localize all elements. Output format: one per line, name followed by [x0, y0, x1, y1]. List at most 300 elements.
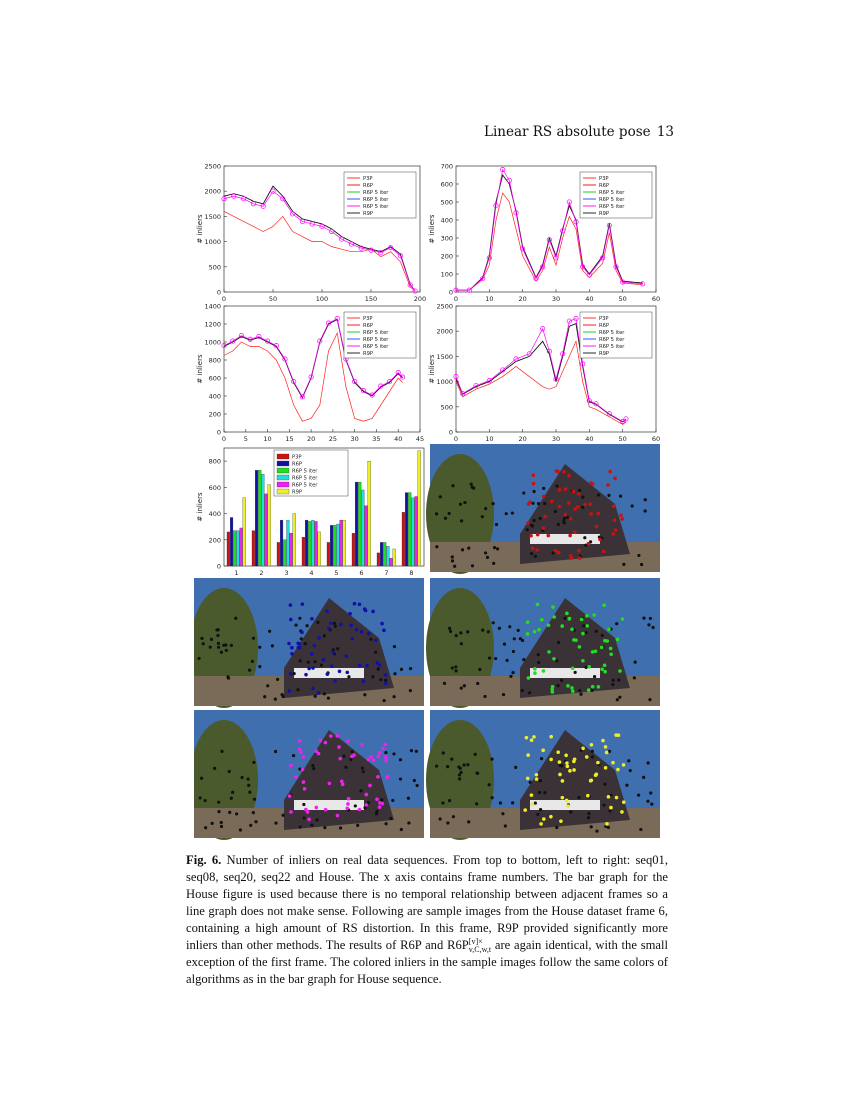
feature-dot: [557, 641, 560, 644]
feature-dot: [633, 676, 636, 679]
feature-dot: [650, 802, 653, 805]
feature-dot: [217, 642, 220, 645]
inlier-dot: [549, 758, 553, 762]
sample-image-3: [426, 578, 660, 708]
feature-dot: [622, 563, 625, 566]
feature-dot: [316, 621, 319, 624]
inlier-dot: [533, 671, 537, 675]
feature-dot: [451, 555, 454, 558]
inlier-dot: [590, 743, 594, 747]
inlier-dot: [347, 797, 351, 801]
feature-dot: [521, 639, 524, 642]
x-tick-label: 50: [268, 295, 278, 303]
inlier-dot: [615, 796, 619, 800]
inlier-dot: [529, 534, 533, 538]
inlier-dot: [571, 689, 575, 693]
x-tick-label: 35: [372, 435, 381, 443]
inlier-dot: [358, 603, 362, 607]
y-tick-label: 200: [440, 252, 453, 261]
inlier-dot: [358, 808, 362, 812]
feature-dot: [454, 665, 457, 668]
inlier-dot: [597, 685, 601, 689]
inlier-dot: [325, 609, 329, 613]
legend-label: R6P 5 iter: [363, 204, 389, 210]
bar: [290, 533, 293, 566]
feature-dot: [514, 766, 517, 769]
bar: [283, 540, 286, 566]
inlier-dot: [619, 513, 623, 517]
inlier-dot: [558, 505, 562, 509]
feature-dot: [384, 822, 387, 825]
inlier-dot: [595, 773, 599, 777]
inlier-dot: [581, 632, 585, 636]
feature-dot: [533, 519, 536, 522]
inlier-dot: [526, 632, 530, 636]
inlier-dot: [311, 666, 315, 670]
bar: [255, 470, 258, 566]
inlier-dot: [289, 810, 293, 814]
feature-dot: [499, 801, 502, 804]
feature-dot: [451, 559, 454, 562]
feature-dot: [225, 649, 228, 652]
inlier-dot: [346, 802, 350, 806]
inlier-dot: [546, 534, 550, 538]
feature-dot: [460, 642, 463, 645]
x-tick-label: 60: [651, 295, 661, 303]
bar: [408, 493, 411, 566]
feature-dot: [448, 799, 451, 802]
chart-seq01: [196, 163, 426, 304]
feature-dot: [258, 646, 261, 649]
bar: [240, 528, 243, 566]
inlier-dot: [345, 806, 349, 810]
bar: [315, 521, 318, 566]
feature-dot: [458, 777, 461, 780]
y-tick-label: 2500: [204, 162, 221, 171]
legend-label: P3P: [292, 454, 302, 461]
y-tick-label: 800: [208, 457, 221, 466]
feature-dot: [334, 625, 337, 628]
feature-dot: [204, 799, 207, 802]
figure-6: [194, 158, 664, 840]
inlier-dot: [326, 672, 330, 676]
feature-dot: [220, 750, 223, 753]
feature-dot: [528, 691, 531, 694]
feature-dot: [470, 482, 473, 485]
inlier-dot: [526, 521, 530, 525]
feature-dot: [513, 637, 516, 640]
inlier-dot: [535, 777, 539, 781]
inlier-dot: [296, 646, 300, 650]
feature-dot: [597, 493, 600, 496]
y-axis-label: # inliers: [196, 354, 204, 384]
inlier-dot: [355, 628, 359, 632]
inlier-dot: [547, 623, 551, 627]
inlier-dot: [542, 495, 546, 499]
feature-dot: [276, 678, 279, 681]
inlier-dot: [572, 490, 576, 494]
inlier-dot: [564, 753, 568, 757]
feature-dot: [248, 791, 251, 794]
feature-dot: [344, 766, 347, 769]
bar: [287, 520, 290, 566]
y-tick-label: 400: [440, 216, 453, 225]
feature-dot: [363, 693, 366, 696]
inlier-dot: [542, 526, 546, 530]
x-tick-label: 25: [328, 435, 338, 443]
inlier-dot: [622, 763, 626, 767]
inlier-dot: [566, 764, 570, 768]
feature-dot: [248, 669, 251, 672]
feature-dot: [582, 624, 585, 627]
legend-label: R6P: [363, 323, 374, 329]
y-tick-label: 500: [208, 263, 221, 272]
inlier-dot: [581, 747, 585, 751]
legend-swatch: [277, 482, 289, 487]
inlier-dot: [609, 806, 613, 810]
inlier-dot: [549, 815, 553, 819]
feature-dot: [585, 631, 588, 634]
feature-dot: [486, 556, 489, 559]
feature-dot: [540, 757, 543, 760]
inlier-dot: [340, 779, 344, 783]
feature-dot: [274, 750, 277, 753]
inlier-dot: [617, 733, 621, 737]
inlier-dot: [596, 511, 600, 515]
inlier-dot: [600, 646, 604, 650]
feature-dot: [649, 617, 652, 620]
bar: [308, 521, 311, 566]
inlier-dot: [602, 603, 606, 607]
y-tick-label: 400: [208, 392, 221, 401]
inlier-dot: [565, 761, 569, 765]
inlier-dot: [559, 819, 563, 823]
chart-seq22: [428, 303, 660, 444]
feature-dot: [539, 779, 542, 782]
feature-dot: [647, 623, 650, 626]
inlier-dot: [586, 794, 590, 798]
bar: [265, 494, 268, 566]
y-tick-label: 0: [448, 428, 453, 437]
page-number: 13: [656, 124, 674, 140]
inlier-dot: [572, 638, 576, 642]
feature-dot: [501, 812, 504, 815]
inlier-dot: [313, 644, 317, 648]
inlier-dot: [290, 652, 294, 656]
y-tick-label: 1200: [204, 320, 221, 329]
legend-label: R9P: [292, 489, 303, 496]
feature-dot: [304, 642, 307, 645]
inlier-dot: [606, 639, 610, 643]
feature-dot: [313, 660, 316, 663]
feature-dot: [274, 821, 277, 824]
feature-dot: [578, 489, 581, 492]
feature-dot: [459, 631, 462, 634]
inlier-dot: [311, 687, 315, 691]
feature-dot: [581, 496, 584, 499]
feature-dot: [460, 519, 463, 522]
feature-dot: [435, 512, 438, 515]
x-tick-label: 0: [453, 435, 459, 443]
x-tick-label: 50: [618, 435, 627, 443]
feature-dot: [252, 811, 255, 814]
inlier-dot: [384, 673, 388, 677]
inlier-dot: [587, 688, 591, 692]
inlier-dot: [578, 556, 582, 560]
feature-dot: [591, 750, 594, 753]
inlier-dot: [360, 743, 364, 747]
feature-dot: [220, 825, 223, 828]
feature-dot: [375, 810, 378, 813]
feature-dot: [253, 798, 256, 801]
inlier-dot: [344, 654, 348, 658]
feature-dot: [442, 751, 445, 754]
feature-dot: [490, 758, 493, 761]
feature-dot: [569, 811, 572, 814]
bar: [333, 525, 336, 566]
inlier-dot: [362, 679, 366, 683]
inlier-dot: [339, 623, 343, 627]
inlier-dot: [607, 795, 611, 799]
bar: [368, 461, 371, 566]
bar: [252, 531, 255, 566]
x-tick-label: 6: [359, 569, 364, 577]
feature-dot: [294, 624, 297, 627]
y-tick-label: 600: [208, 374, 221, 383]
feature-dot: [258, 665, 261, 668]
x-tick-label: 40: [585, 435, 594, 443]
feature-dot: [616, 698, 619, 701]
y-tick-label: 0: [216, 562, 221, 571]
feature-dot: [615, 622, 618, 625]
inlier-dot: [621, 617, 625, 621]
y-tick-label: 500: [440, 198, 453, 207]
inlier-dot: [367, 758, 371, 762]
feature-dot: [578, 689, 581, 692]
y-tick-label: 2000: [204, 187, 221, 196]
inlier-dot: [583, 503, 587, 507]
feature-dot: [651, 626, 654, 629]
feature-dot: [202, 642, 205, 645]
feature-dot: [631, 504, 634, 507]
inlier-dot: [319, 739, 323, 743]
feature-dot: [459, 503, 462, 506]
feature-dot: [393, 695, 396, 698]
feature-dot: [448, 512, 451, 515]
feature-dot: [230, 644, 233, 647]
feature-dot: [213, 767, 216, 770]
inlier-dot: [328, 782, 332, 786]
bar: [262, 474, 265, 566]
inlier-dot: [298, 739, 302, 743]
inlier-dot: [310, 652, 314, 656]
bar: [352, 533, 355, 566]
legend-label: R6P: [363, 183, 374, 189]
feature-dot: [407, 797, 410, 800]
feature-dot: [298, 617, 301, 620]
feature-dot: [200, 777, 203, 780]
feature-dot: [446, 821, 449, 824]
inlier-dot: [568, 769, 572, 773]
feature-dot: [627, 759, 630, 762]
feature-dot: [483, 695, 486, 698]
bar: [258, 470, 261, 566]
inlier-dot: [581, 659, 585, 663]
inlier-dot: [327, 627, 331, 631]
feature-dot: [502, 693, 505, 696]
inlier-dot: [592, 613, 596, 617]
inlier-dot: [565, 799, 569, 803]
feature-dot: [393, 645, 396, 648]
feature-dot: [302, 803, 305, 806]
x-tick-label: 100: [315, 295, 329, 303]
y-axis-label: # inliers: [428, 354, 436, 384]
inlier-dot: [570, 627, 574, 631]
feature-dot: [509, 675, 512, 678]
figure-charts: [194, 158, 664, 840]
inlier-dot: [353, 602, 357, 606]
feature-dot: [539, 517, 542, 520]
feature-dot: [537, 661, 540, 664]
feature-dot: [590, 825, 593, 828]
inlier-dot: [612, 505, 616, 509]
legend-label: R9P: [599, 351, 610, 357]
feature-dot: [252, 637, 255, 640]
inlier-dot: [618, 669, 622, 673]
inlier-dot: [332, 651, 336, 655]
feature-dot: [379, 678, 382, 681]
bar: [337, 524, 340, 566]
inlier-dot: [591, 685, 595, 689]
feature-dot: [451, 666, 454, 669]
feature-dot: [333, 622, 336, 625]
legend-swatch: [277, 489, 289, 494]
feature-dot: [504, 824, 507, 827]
feature-dot: [247, 784, 250, 787]
inlier-dot: [567, 474, 571, 478]
inlier-dot: [302, 780, 306, 784]
bar: [227, 532, 230, 566]
feature-dot: [228, 770, 231, 773]
legend-label: R6P 5 iter: [599, 330, 625, 336]
feature-dot: [556, 684, 559, 687]
feature-dot: [292, 754, 295, 757]
chart-seq20: [196, 303, 424, 444]
inlier-dot: [531, 802, 535, 806]
feature-dot: [323, 826, 326, 829]
feature-dot: [220, 821, 223, 824]
feature-dot: [590, 689, 593, 692]
y-tick-label: 100: [440, 270, 453, 279]
x-tick-label: 3: [284, 569, 289, 577]
feature-dot: [530, 524, 533, 527]
feature-dot: [320, 663, 323, 666]
figure-caption: [186, 852, 668, 988]
inlier-dot: [543, 515, 547, 519]
feature-dot: [642, 617, 645, 620]
inlier-dot: [539, 822, 543, 826]
feature-dot: [254, 820, 257, 823]
feature-dot: [521, 689, 524, 692]
inlier-dot: [556, 750, 560, 754]
feature-dot: [467, 547, 470, 550]
feature-dot: [300, 637, 303, 640]
feature-dot: [583, 536, 586, 539]
feature-dot: [197, 657, 200, 660]
x-tick-label: 8: [409, 569, 414, 577]
feature-dot: [587, 812, 590, 815]
feature-dot: [481, 515, 484, 518]
feature-dot: [311, 764, 314, 767]
inlier-dot: [551, 690, 555, 694]
feature-dot: [476, 682, 479, 685]
inlier-dot: [561, 796, 565, 800]
x-tick-label: 60: [651, 435, 661, 443]
bar: [383, 542, 386, 566]
inlier-dot: [301, 768, 305, 772]
feature-dot: [526, 528, 529, 531]
feature-dot: [354, 804, 357, 807]
feature-dot: [371, 675, 374, 678]
inlier-dot: [324, 741, 328, 745]
feature-dot: [453, 565, 456, 568]
inlier-dot: [369, 755, 373, 759]
feature-dot: [511, 671, 514, 674]
inlier-dot: [542, 669, 546, 673]
feature-dot: [566, 516, 569, 519]
y-tick-label: 1500: [436, 352, 453, 361]
feature-dot: [228, 811, 231, 814]
inlier-dot: [289, 672, 293, 676]
feature-dot: [383, 699, 386, 702]
feature-dot: [625, 784, 628, 787]
inlier-dot: [550, 500, 554, 504]
inlier-dot: [613, 477, 617, 481]
x-tick-label: 20: [518, 435, 527, 443]
x-tick-label: 1: [234, 569, 239, 577]
feature-dot: [511, 801, 514, 804]
x-tick-label: 10: [485, 295, 494, 303]
inlier-dot: [307, 818, 311, 822]
x-tick-label: 4: [309, 569, 314, 577]
x-tick-label: 0: [453, 295, 459, 303]
y-tick-label: 500: [440, 403, 453, 412]
feature-dot: [377, 667, 380, 670]
feature-dot: [263, 695, 266, 698]
bar: [362, 490, 365, 566]
feature-dot: [339, 826, 342, 829]
feature-dot: [351, 750, 354, 753]
inlier-dot: [287, 642, 291, 646]
feature-dot: [226, 675, 229, 678]
feature-dot: [603, 783, 606, 786]
feature-dot: [323, 634, 326, 637]
feature-dot: [407, 821, 410, 824]
inlier-dot: [572, 760, 576, 764]
inlier-dot: [378, 805, 382, 809]
inlier-dot: [525, 736, 529, 740]
inlier-dot: [372, 758, 376, 762]
inlier-dot: [384, 682, 388, 686]
feature-dot: [204, 826, 207, 829]
inlier-dot: [573, 507, 577, 511]
x-tick-label: 40: [585, 295, 594, 303]
bar: [330, 525, 333, 566]
feature-dot: [439, 817, 442, 820]
inlier-dot: [557, 551, 561, 555]
feature-dot: [637, 794, 640, 797]
feature-dot: [274, 698, 277, 701]
